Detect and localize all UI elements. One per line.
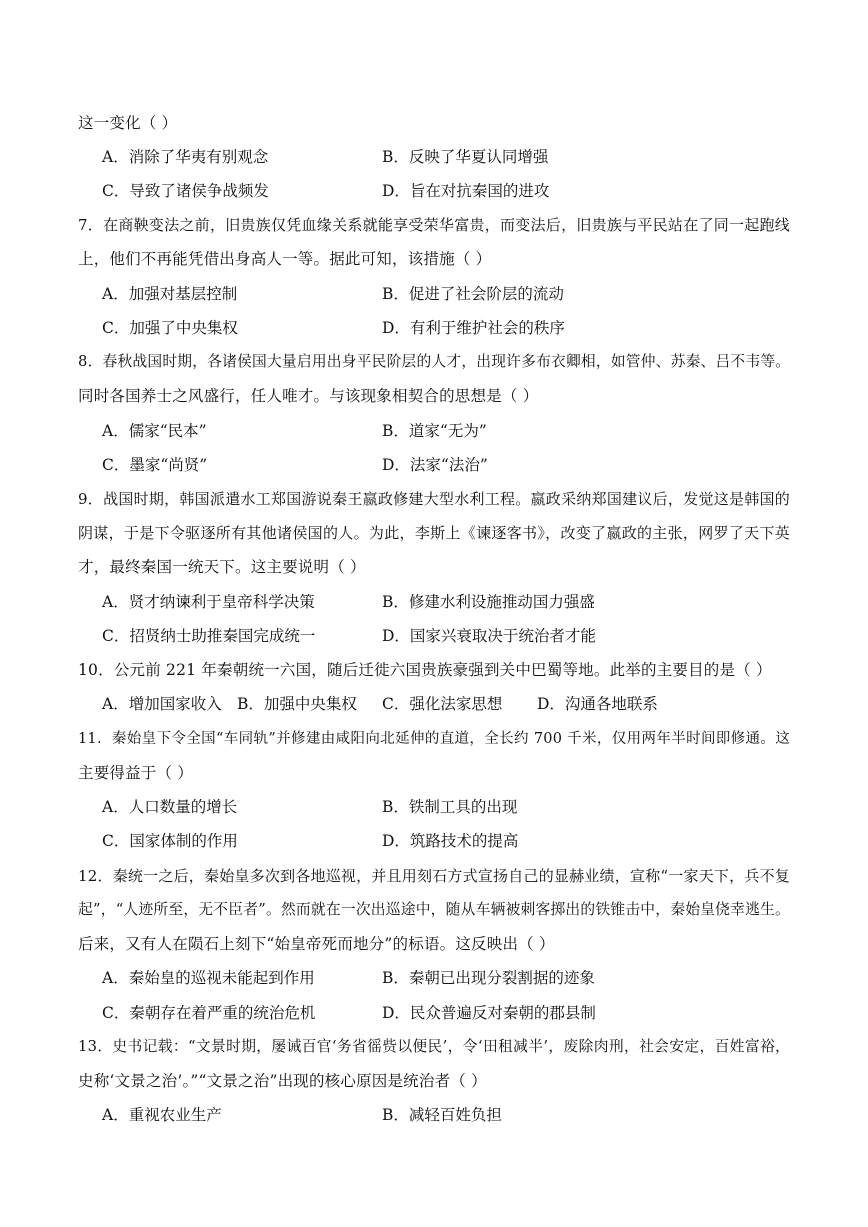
- q9-option-c: C．招贤纳士助推秦国完成统一: [102, 627, 316, 645]
- q13-stem-line1: 13．史书记载：“文景时期，屡诫百官‘务省徭赀以便民’，令‘田租减半’，废除肉刑，社会安定，百姓富裕，: [78, 1038, 790, 1055]
- q9-stem-line2: 阴谋，于是下令驱逐所有其他诸侯国的人。为此，李斯上《谏逐客书》，改变了嬴政的主张，网罗了天下英: [78, 524, 790, 542]
- q11-stem-line1: 11．秦始皇下令全国“车同轨”并修建由咸阳向北延伸的直道，全长约 700 千米，仅用两年半时间即修通。这: [78, 731, 790, 747]
- q13-stem-line2: 史称‘文景之治’。”“文景之治”出现的核心原因是统治者（ ）: [78, 1072, 487, 1090]
- q6-stem-tail: 这一变化（ ）: [78, 114, 178, 132]
- q12-option-a: A．秦始皇的巡视未能起到作用: [102, 969, 315, 987]
- q7-stem-line2: 上，他们不再能凭借出身高人一等。据此可知，该措施（ ）: [78, 250, 492, 268]
- q11-option-c: C．国家体制的作用: [102, 832, 238, 850]
- q9-option-b: B．修建水利设施推动国力强盛: [382, 593, 595, 611]
- q10-stem-line1: 10．公元前 221 年秦朝统一六国，随后迁徙六国贵族豪强到关中巴蜀等地。此举的主要目的是（ ）: [78, 661, 772, 679]
- q10-option-b: B．加强中央集权: [237, 695, 357, 713]
- q6-option-a: A．消除了华夷有别观念: [102, 148, 269, 166]
- q7-option-d: D．有利于维护社会的秩序: [382, 319, 565, 337]
- q8-option-d: D．法家“法治”: [382, 456, 488, 474]
- q11-option-a: A．人口数量的增长: [102, 798, 238, 816]
- q12-option-c: C．秦朝存在着严重的统治危机: [102, 1004, 316, 1022]
- q8-stem-line1: 8．春秋战国时期，各诸侯国大量启用出身平民阶层的人才，出现许多布衣卿相，如管仲、苏秦、吕不韦等。: [78, 353, 791, 370]
- q12-option-b: B．秦朝已出现分裂割据的迹象: [382, 969, 595, 987]
- q7-option-a: A．加强对基层控制: [102, 285, 238, 303]
- q8-option-c: C．墨家“尚贤”: [102, 456, 208, 474]
- q8-stem-line2: 同时各国养士之风盛行，任人唯才。与该现象相契合的思想是（ ）: [78, 387, 539, 405]
- q9-option-d: D．国家兴衰取决于统治者才能: [382, 627, 596, 645]
- q10-option-c: C．强化法家思想: [382, 695, 503, 713]
- q9-option-a: A．贤才纳谏利于皇帝科学决策: [102, 593, 315, 611]
- q12-stem-line3: 后来，又有人在陨石上刻下“始皇帝死而地分”的标语。这反映出（ ）: [78, 935, 555, 953]
- q6-option-c: C．导致了诸侯争战频发: [102, 182, 269, 200]
- q10-option-a: A．增加国家收入: [102, 695, 222, 713]
- q11-option-d: D．筑路技术的提高: [382, 832, 519, 850]
- q7-option-b: B．促进了社会阶层的流动: [382, 285, 564, 303]
- q8-option-b: B．道家“无为”: [382, 422, 487, 440]
- q12-option-d: D．民众普遍反对秦朝的郡县制: [382, 1004, 596, 1022]
- q11-stem-line2: 主要得益于（ ）: [78, 764, 194, 782]
- q13-option-b: B．减轻百姓负担: [382, 1106, 502, 1124]
- q8-option-a: A．儒家“民本”: [102, 422, 207, 440]
- q6-option-b: B．反映了华夏认同增强: [382, 148, 549, 166]
- q9-stem-line3: 才，最终秦国一统天下。这主要说明（ ）: [78, 558, 366, 576]
- q7-stem-line1: 7．在商鞅变法之前，旧贵族仅凭血缘关系就能享受荣华富贵，而变法后，旧贵族与平民站在了同一起跑线: [78, 216, 790, 234]
- q6-option-d: D．旨在对抗秦国的进攻: [382, 182, 550, 200]
- q13-option-a: A．重视农业生产: [102, 1106, 222, 1124]
- q9-stem-line1: 9．战国时期，韩国派遣水工郑国游说秦王嬴政修建大型水利工程。嬴政采纳郑国建议后，发觉这是韩国的: [78, 490, 790, 508]
- q12-stem-line2: 起”，“人迹所至，无不臣者”。然而就在一次出巡途中，随从车辆被刺客掷出的铁锥击中，秦始皇侥幸逃生。: [78, 901, 790, 918]
- q11-option-b: B．铁制工具的出现: [382, 798, 518, 816]
- q7-option-c: C．加强了中央集权: [102, 319, 238, 337]
- q10-option-d: D．沟通各地联系: [537, 695, 658, 713]
- q12-stem-line1: 12．秦统一之后，秦始皇多次到各地巡视，并且用刻石方式宣扬自己的显赫业绩，宣称“一家天下，兵不复: [78, 867, 790, 885]
